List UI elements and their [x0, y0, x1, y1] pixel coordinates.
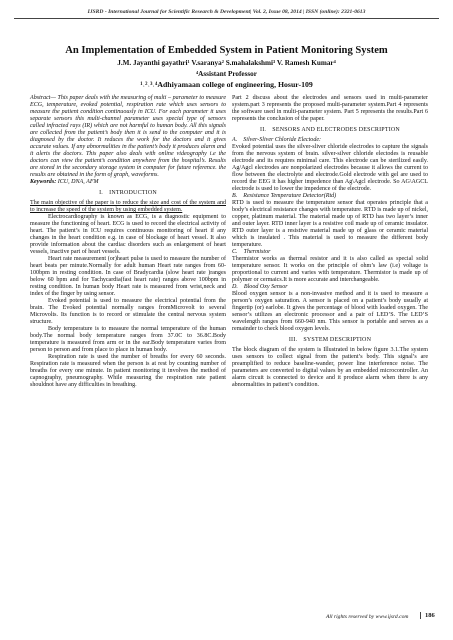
subsection-heading: B. Resistance Temperature Detector(Rtd) — [232, 193, 337, 199]
subsection-heading: D. Blood Oxy Sensor — [232, 284, 288, 290]
subsection-heading: C. Thermistor — [232, 249, 271, 255]
intro-paragraph: Body temperature is to measure the normal temperature of the human body.The normal body temperature ranges from 37.0C to 36.8C.Body temperature is measured from arm or in the ear.Body temperature varies from person to person and from place to place in human body. — [30, 326, 226, 353]
intro-paragraph: The main objective of the paper is to reduce the size and cost of the system and to increase the speed of the system by using embedded system. — [30, 200, 226, 213]
keywords — [30, 179, 226, 186]
left-column — [30, 95, 226, 389]
section-heading-sensors: II. SENSORS AND ELECTRODES DESCRIPTION — [260, 127, 400, 133]
subsection-heading: A. Silver-Sliver Chloride Electode: — [232, 137, 322, 143]
subsection-text: Evoked potential uses the silver-sliver chloride electrodes to capture the signals from the nervous system of brain. silver-silver chloride electodes is reusable electrode and its requires minimal care. This electrode can be sterilized easily. Ag/Agcl electrodes are nonpolarized electrodes because it allows the current to flow between the electrolyte and electrode.Gold electrode with gel are used to record the EEG it has higher impedence than Ag\Agcl electrode. So AG\AGCL electrode is used to lower the impedence of the electrode. — [232, 144, 428, 192]
paper-overview: Part 2 discuss about the electrodes and sensors used in multi-parameter system.part 3 represents the proposed multi-parameter system.Part 4 represents the software used in multi-parameter system. Part 5 represents the results.Part 6 represents the conclusion of the paper. — [232, 95, 428, 122]
system-description: The block diagram of the system is Illustrated in below figure 3.1.The system uses sensors to collect signal from the patient’s body. This signal’s are preamplified to reduce baseline-wander, power line interference noise. The parameters are converted to digital values by an embedded microcontroller. An alarm circuit is connected to device and it produce alarm when there is any abnormalities in patient’s condition. — [232, 347, 428, 388]
subsection-text: Thermistor works as thermal resistor and it is also called as special solid temperature sensor. It works on the principle of ohm’s law (i.e) voltage is proportional to current and varies with temperature. Thermistor is made up of polymer or cermaics.It is more accurate and interchangeable. — [232, 256, 428, 283]
paper-title: An Implementation of Embedded System in Patient Monitoring System — [65, 45, 388, 56]
journal-header: IJSRD - International Journal for Scientific Research & Development| Vol. 2, Issue 08, 2014 | ISSN (online): 2321-0613 — [87, 9, 366, 15]
section-heading-introduction: I. INTRODUCTION — [99, 190, 157, 196]
abstract: Abstract— This paper deals with the measuring of multi – parameter to measure ECG, temperature, evoked potential, respiration rate which uses sensors to measure the patient condition continuously in ICU. For each parameter it uses separate sensors this multi-channel parameter uses special type of sensors called infracted rays (IR) which are not harmful to human body. All this signals are collected from the patient’s body then it is send to the computer and it is diagnosed by the doctor. It reduces the work for the doctors and it gives accurate values. If any abnormalities in the patient’s body it produces alarm and it alerts the doctors. This paper also deals with online videography i.e the doctors can view the patient’s condition anywhere from the hospital’s. Results are stored in the secondary storage system in computer for future reference. the results are obtained in the form of graph, waveforms. — [30, 95, 226, 178]
section-heading-system: III. SYSTEM DESCRIPTION — [288, 337, 372, 343]
intro-paragraph: Electrocardiography is known as ECG, is a diagnostic equipment to measure the functioning of heart. ECG is used to record the electrical activity of heart. The patient’s in ICU requires continuous monitoring of heart if any changes in the heart condition e.g. in case of blockage of heart vessel. It also provide information about the cardiac disorders such as enlargement of heart vessels, inactive part of heart vessels. — [30, 214, 226, 255]
intro-paragraph: Heart rate measurement (or)heart pulse is used to measure the number of heart beats per minute.Normally for adult human Heart rate ranges from 60-100bpm in resting condition. In case of Bradycardia (slow heart rate )ranges below 60 bpm and for Tachycardia(fast heart rate) ranges above 100bpm in resting condition. In human body Heart rate is measured from wrist,neck and index of the finger by using sensor. — [30, 256, 226, 297]
author-institution: ¹˒²˒³˒⁴Adhiyamaan college of engineering, Hosur-109 — [140, 80, 313, 89]
author-list: J.M. Jayanthi gayathri¹ V.saranya² S.mahalakshmi³ V. Ramesh Kumar⁴ — [117, 59, 336, 67]
author-position: ⁴Assistant Professor — [196, 70, 257, 78]
subsection-text: RTD is used to measure the temperature sensor that operates principle that a body’s electrical resistance changes with temperature. RTD is made up of nickel, copper, platinum material. The material made up of RTD has two layer’s inner and outer layer. RTD inner layer is a resistive coil made up of ceramic insulator. RTD outer layer is a resistive material made up of glass or ceramic material which is insulated . This material is used to measure the different body temperature. — [232, 200, 428, 248]
right-column — [232, 95, 428, 389]
page-number: 186 — [420, 612, 435, 619]
intro-paragraph: Evoked potential is used to measure the electrical potential from the brain. The Evoked potential normally ranges fromMicrovolt to several Microvolts. Its function is to record or stimulate the central nervous system structure. — [30, 298, 226, 325]
footer-rights: All rights reserved by www.ijsrd.com — [326, 614, 409, 620]
subsection-text: Blood oxygen sensor is a non-invasive method and it is used to measure a person’s oxygen saturation. A sensor is placed on a patient’s body usually at fingertip (or) earlobe. It gives the percentage of blood with loaded oxygen. The sensor’s utilizes an electronic processor and a pair of LED’S. The LED’S wavelength ranges from 660-940 nm. This sensor is portable and serves as a remainder to check blood oxygen levels. — [232, 291, 428, 332]
header-divider — [14, 18, 439, 19]
keywords-text: ICU, DNA, AFM — [57, 179, 99, 185]
intro-paragraph: Respiration rate is used the number of breaths for every 60 seconds. Respiration rate is measured when the person is at rest by counting number of breaths for every one minute. In patient monitoring it involves the method of capnography, pneumography. While measuring the respiration rate patient shouldnot have any difficulties in breathing. — [30, 354, 226, 388]
keywords-label: Keywords: — [30, 179, 57, 185]
